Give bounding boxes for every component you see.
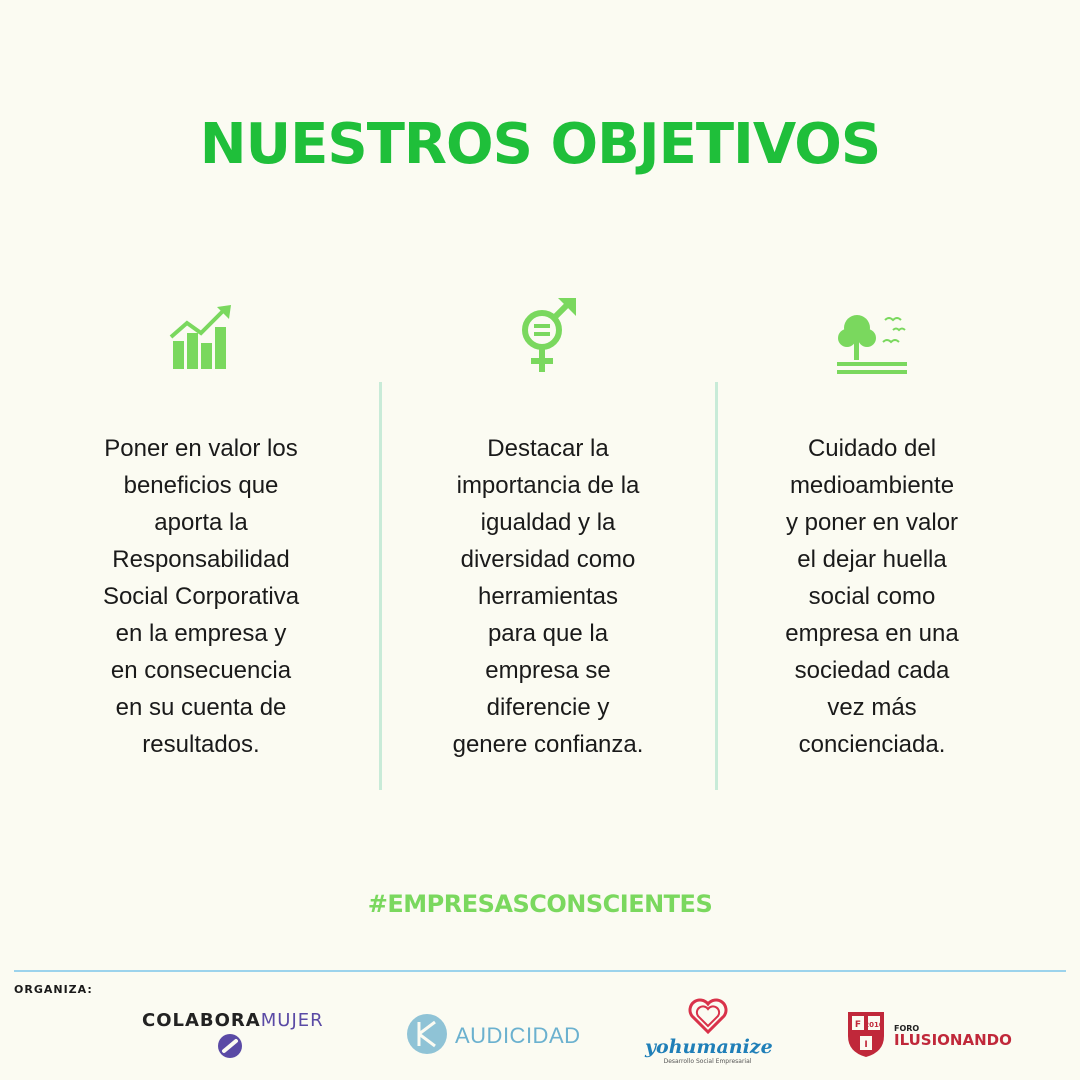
shield-year: 2010 [864,1021,884,1029]
logo-text: ILUSIONANDO [894,1030,1012,1049]
colaboramujer-mark-icon [142,1033,317,1063]
logo-text: FORO [894,1023,920,1033]
logo-text: MUJER [260,1010,324,1031]
tree-landscape-icon [722,290,1022,386]
svg-text:F: F [854,1020,862,1030]
colaboramujer-logo[interactable] [142,1010,324,1063]
logo-text: yohumanize [645,1036,773,1058]
yohumanize-logo[interactable] [645,996,773,1065]
objective-2 [398,290,698,758]
footer-divider [14,970,1066,972]
heart-fingerprint-icon [645,996,770,1038]
objective-text: Destacar la importancia de la igualdad y la diversidad como herramientas para que la empresa se diferencie y genere confianza. [452,435,644,758]
column-divider [715,382,718,790]
logo-text: AUDICIDAD [455,1023,581,1048]
logo-tagline: Desarrollo Social Empresarial [663,1058,752,1065]
audicidad-logo[interactable] [405,1012,581,1060]
objective-3 [722,290,1022,758]
objective-text: Cuidado del medioambiente y poner en valor el dejar huella social como empresa en una sociedad cada vez más concienciada. [785,435,959,758]
growth-chart-icon [51,290,351,386]
gender-equality-icon [398,290,698,386]
hashtag: #EMPRESASCONSCIENTES [367,890,713,918]
column-divider [379,382,382,790]
shield-icon [846,1010,886,1062]
objective-1 [51,290,351,758]
svg-text:I: I [864,1040,868,1050]
audicidad-mark-icon [405,1012,449,1060]
objective-text: Poner en valor los beneficios que aporta la Responsabilidad Social Corporativa en la empresa y en consecuencia en su cuenta de resultados. [102,435,300,758]
foro-ilusionando-logo[interactable] [846,1010,1012,1062]
page-title: NUESTROS OBJETIVOS [199,112,881,177]
logo-text: COLABORA [142,1010,261,1031]
organiza-label: ORGANIZA: [14,983,93,996]
